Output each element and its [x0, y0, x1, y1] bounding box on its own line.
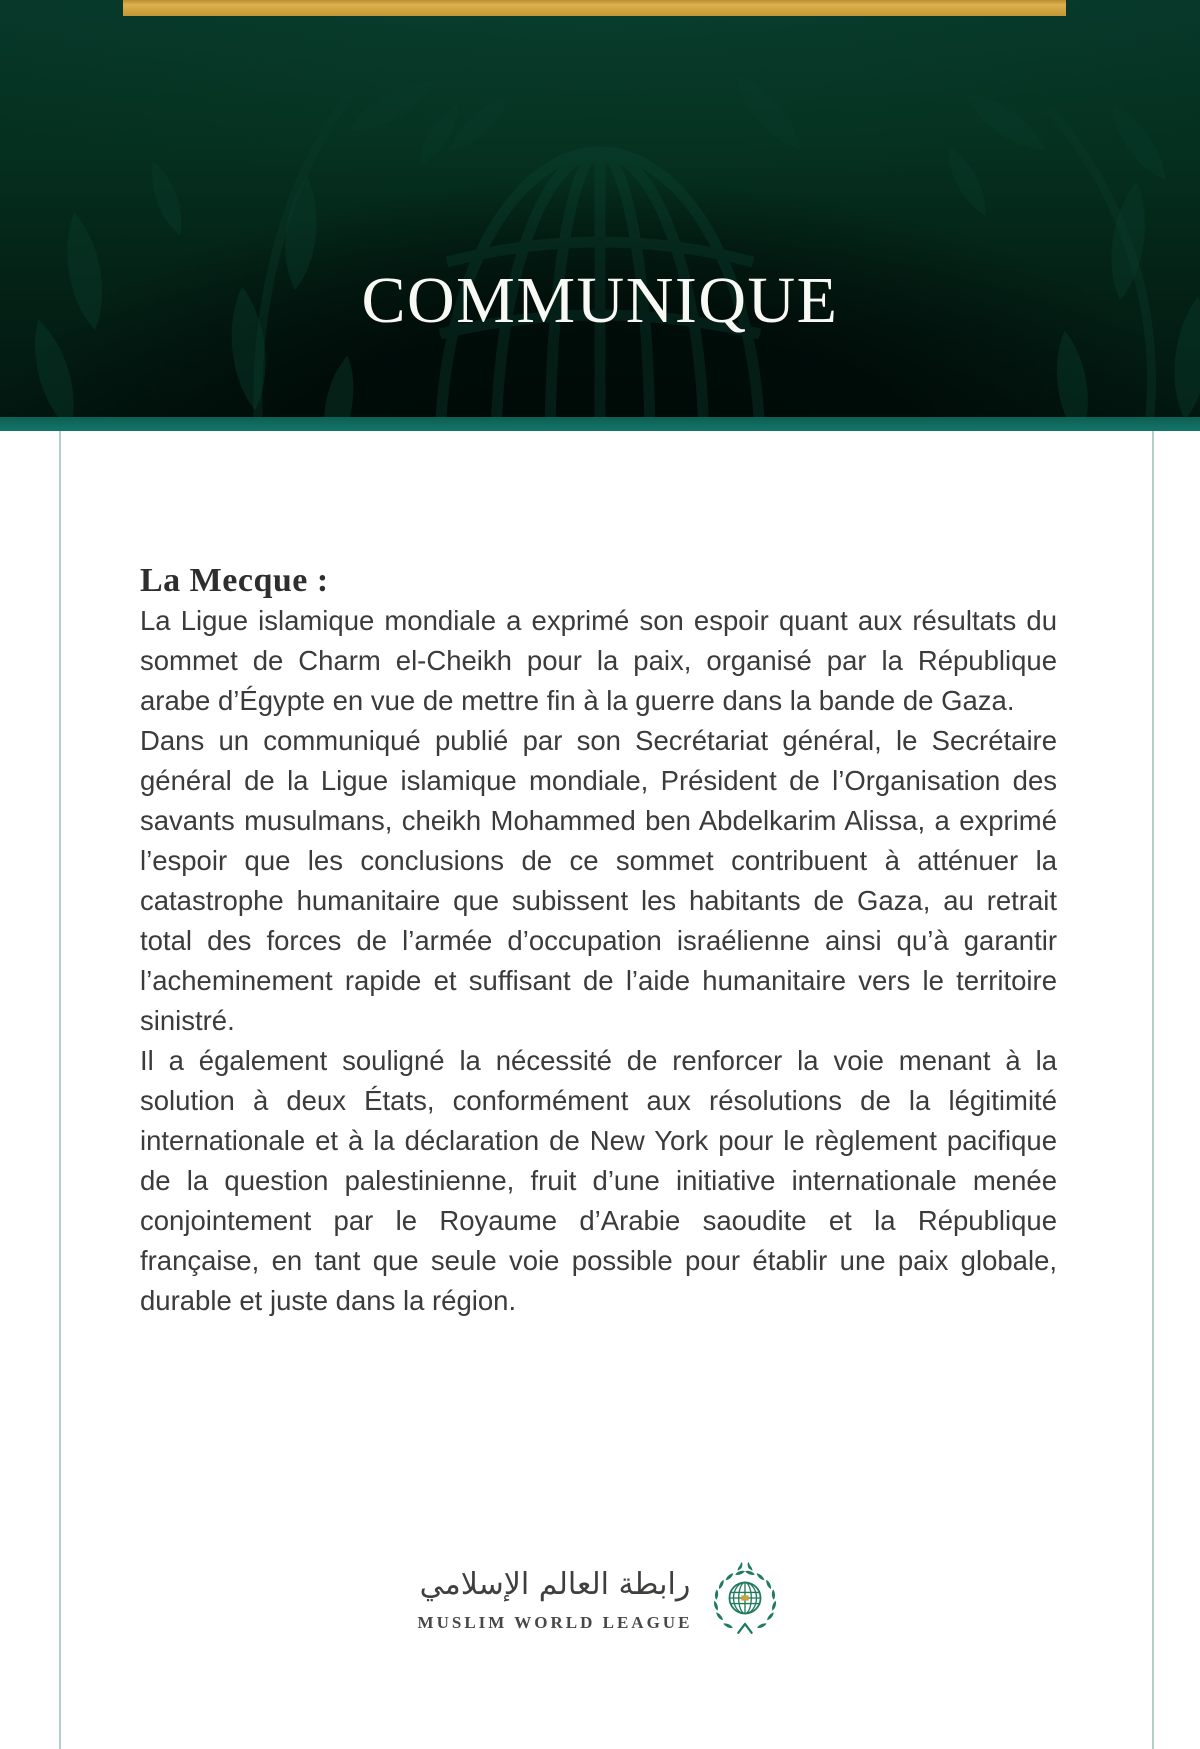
paragraph-1: La Ligue islamique mondiale a exprimé son espoir quant aux résultats du sommet de Charm el-Cheikh pour la paix, organisé par la République arabe d’Égypte en vue de mettre fin à la guerre dans la bande de Gaza. — [140, 605, 1057, 716]
header-banner — [0, 0, 1200, 417]
dateline-heading: La Mecque : — [140, 562, 329, 599]
left-edge-rule — [59, 431, 61, 1749]
teal-divider — [0, 417, 1200, 431]
right-edge-rule — [1152, 431, 1154, 1749]
olive-branches-decoration — [0, 0, 1200, 417]
paragraph-3: Il a également souligné la nécessité de renforcer la voie menant à la solution à deux États, conformément aux résolutions de la légitimité internationale et à la déclaration de New York pour le règlement pacifique de la question palestinienne, fruit d’une initiative internationale menée conjointement par le Royaume d’Arabie saoudite et la République française, en tant que seule voie possible pour établir une paix globale, durable et juste dans la région. — [140, 1045, 1057, 1316]
arabic-calligraphy: رابطة العالم الإسلامي — [419, 1567, 691, 1602]
mwl-logo-text — [418, 1563, 693, 1633]
communique-text — [140, 431, 1057, 1321]
mwl-logo — [0, 1559, 1200, 1637]
mwl-emblem-icon — [708, 1559, 782, 1637]
globe — [730, 1582, 761, 1613]
document-sheet — [0, 431, 1200, 1749]
org-wordmark: MUSLIM WORLD LEAGUE — [417, 1613, 693, 1632]
gold-bar — [123, 0, 1066, 16]
paragraph-2: Dans un communiqué publié par son Secrétariat général, le Secrétaire général de la Ligue islamique mondiale, Président de l’Organisation des savants musulmans, cheikh Mohammed ben Abdelkarim Alissa, a exprimé l’espoir que les conclusions de ce sommet contribuent à atténuer la catastrophe humanitaire que subissent les habitants de Gaza, au retrait total des forces de l’armée d’occupation israélienne ainsi qu’à garantir l’acheminement rapide et suffisant de l’aide humanitaire vers le territoire sinistré. — [140, 725, 1057, 1036]
page-title: COMMUNIQUE — [361, 264, 839, 337]
wreath-stems — [739, 1624, 752, 1633]
kaaba-gold-mark — [742, 1595, 749, 1600]
